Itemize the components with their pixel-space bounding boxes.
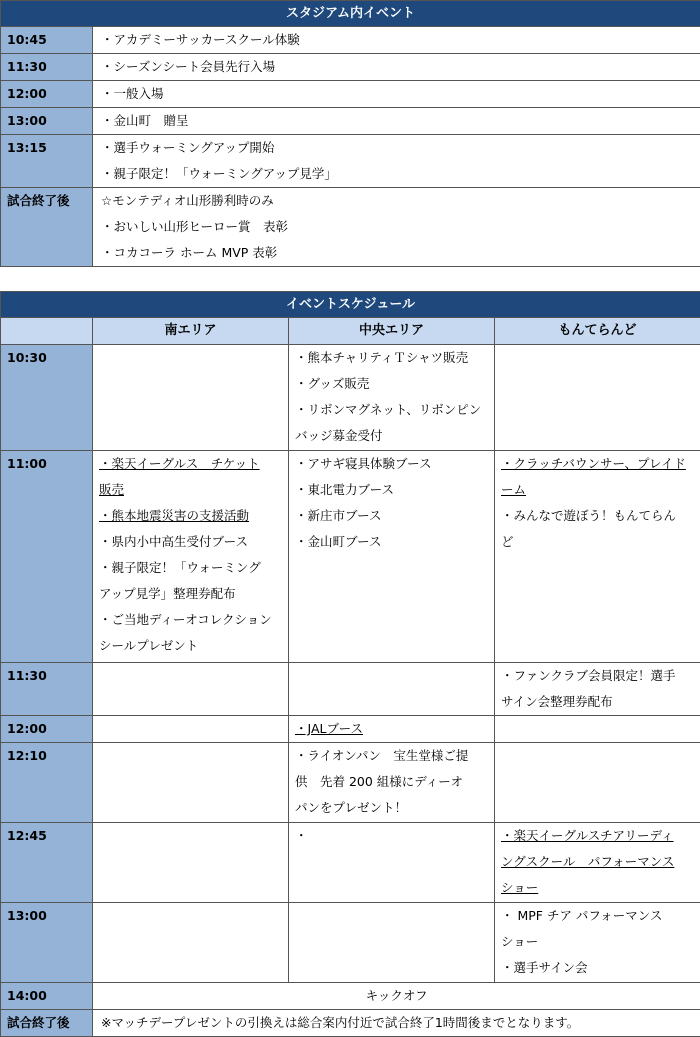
time-cell: 12:00	[1, 81, 93, 108]
event-item: ・アカデミーサッカースクール体験	[101, 32, 300, 47]
table-row	[1, 663, 700, 716]
event-item: ・楽天イーグルスチアリーディ	[501, 828, 674, 843]
event-item: ・楽天イーグルス チケット	[99, 456, 260, 471]
table-row	[1, 188, 700, 267]
table-row	[1, 903, 700, 983]
event-item: ・アサギ寝具体験ブース	[295, 456, 432, 471]
event-item: ・熊本チャリティＴシャツ販売	[295, 350, 469, 365]
event-item: サイン会整理券配布	[501, 694, 613, 709]
event-item: ・ライオンパン 宝生堂様ご提	[295, 748, 469, 763]
event-item: ・金山町 贈呈	[101, 113, 189, 128]
time-cell: 12:45	[1, 823, 93, 903]
time-cell: 12:00	[1, 716, 93, 743]
table-row	[1, 81, 700, 108]
time-cell: 11:30	[1, 663, 93, 716]
event-item: ・おいしい山形ヒーロー賞 表彰	[101, 219, 289, 234]
event-item: ・みんなで遊ぼう！もんてらん	[501, 508, 677, 523]
event-item: ど	[501, 534, 514, 549]
time-cell: 11:00	[1, 451, 93, 663]
event-item: ショー	[501, 880, 539, 895]
event-item: ・東北電力ブース	[295, 482, 395, 497]
event-item: ・クラッチバウンサー、プレイド	[501, 456, 686, 471]
time-cell: 10:30	[1, 345, 93, 451]
corner-header	[1, 318, 93, 345]
time-cell: 11:30	[1, 54, 93, 81]
event-item: ・ファンクラブ会員限定！選手	[501, 668, 676, 683]
event-item: ・親子限定！「ウォーミングアップ見学」	[101, 166, 337, 181]
table-row	[1, 743, 700, 823]
event-item: ・金山町ブース	[295, 534, 382, 549]
stadium-events-title: スタジアム内イベント	[1, 1, 700, 27]
event-item: ・ MPF チア パフォーマンス	[501, 908, 663, 923]
event-item: バッジ募金受付	[295, 428, 383, 443]
time-cell: 試合終了後	[1, 188, 93, 267]
time-cell: 14:00	[1, 983, 93, 1010]
time-cell: 10:45	[1, 27, 93, 54]
event-item: ・一般入場	[101, 86, 164, 101]
event-item: ・グッズ販売	[295, 376, 370, 391]
table-row	[1, 135, 700, 188]
event-item: ・コカコーラ ホーム MVP 表彰	[101, 245, 278, 260]
table-row	[1, 54, 700, 81]
event-item: アップ見学」整理券配布	[99, 586, 236, 601]
event-schedule-title: イベントスケジュール	[1, 292, 700, 318]
event-item: ・ご当地ディーオコレクション	[99, 612, 272, 627]
event-item: ングスクール パフォーマンス	[501, 854, 675, 869]
event-item: ・リボンマグネット、リボンピン	[295, 402, 482, 417]
event-item: 販売	[99, 482, 125, 497]
time-cell: 試合終了後	[1, 1010, 93, 1037]
table-row	[1, 27, 700, 54]
event-item: ・熊本地震災害の支援活動	[99, 508, 250, 523]
event-item: パンをプレゼント！	[295, 800, 408, 815]
event-item: シールプレゼント	[99, 638, 199, 653]
column-header-monte: もんてらんど	[495, 318, 700, 345]
table-row	[1, 451, 700, 663]
event-item: ・新庄市ブース	[295, 508, 382, 523]
event-item: ーム	[501, 482, 527, 497]
table-row	[1, 823, 700, 903]
stadium-events-table	[0, 0, 700, 267]
kickoff-cell: キックオフ	[93, 983, 700, 1010]
column-header-south: 南エリア	[93, 318, 289, 345]
time-cell: 13:15	[1, 135, 93, 188]
table-row	[1, 345, 700, 451]
event-item: ・	[295, 828, 308, 843]
table-row	[1, 108, 700, 135]
table-row	[1, 983, 700, 1010]
time-cell: 13:00	[1, 108, 93, 135]
event-item: ショー	[501, 934, 539, 949]
event-schedule-table	[0, 291, 700, 1037]
column-header-center: 中央エリア	[289, 318, 495, 345]
event-item: ・選手サイン会	[501, 960, 588, 975]
time-cell: 13:00	[1, 903, 93, 983]
event-item: ・親子限定！「ウォーミング	[99, 560, 261, 575]
event-item: 供 先着 200 組様にディーオ	[295, 774, 464, 789]
table-row	[1, 1010, 700, 1037]
event-item: ☆モンテディオ山形勝利時のみ	[101, 193, 274, 208]
match-day-note: ※マッチデープレゼントの引換えは総合案内付近で試合終了1時間後までとなります。	[93, 1010, 700, 1037]
event-item: ・シーズンシート会員先行入場	[101, 59, 276, 74]
time-cell: 12:10	[1, 743, 93, 823]
event-item: ・選手ウォーミングアップ開始	[101, 140, 275, 155]
event-item: ・JALブース	[295, 721, 363, 736]
event-item: ・県内小中高生受付ブース	[99, 534, 249, 549]
table-row	[1, 716, 700, 743]
